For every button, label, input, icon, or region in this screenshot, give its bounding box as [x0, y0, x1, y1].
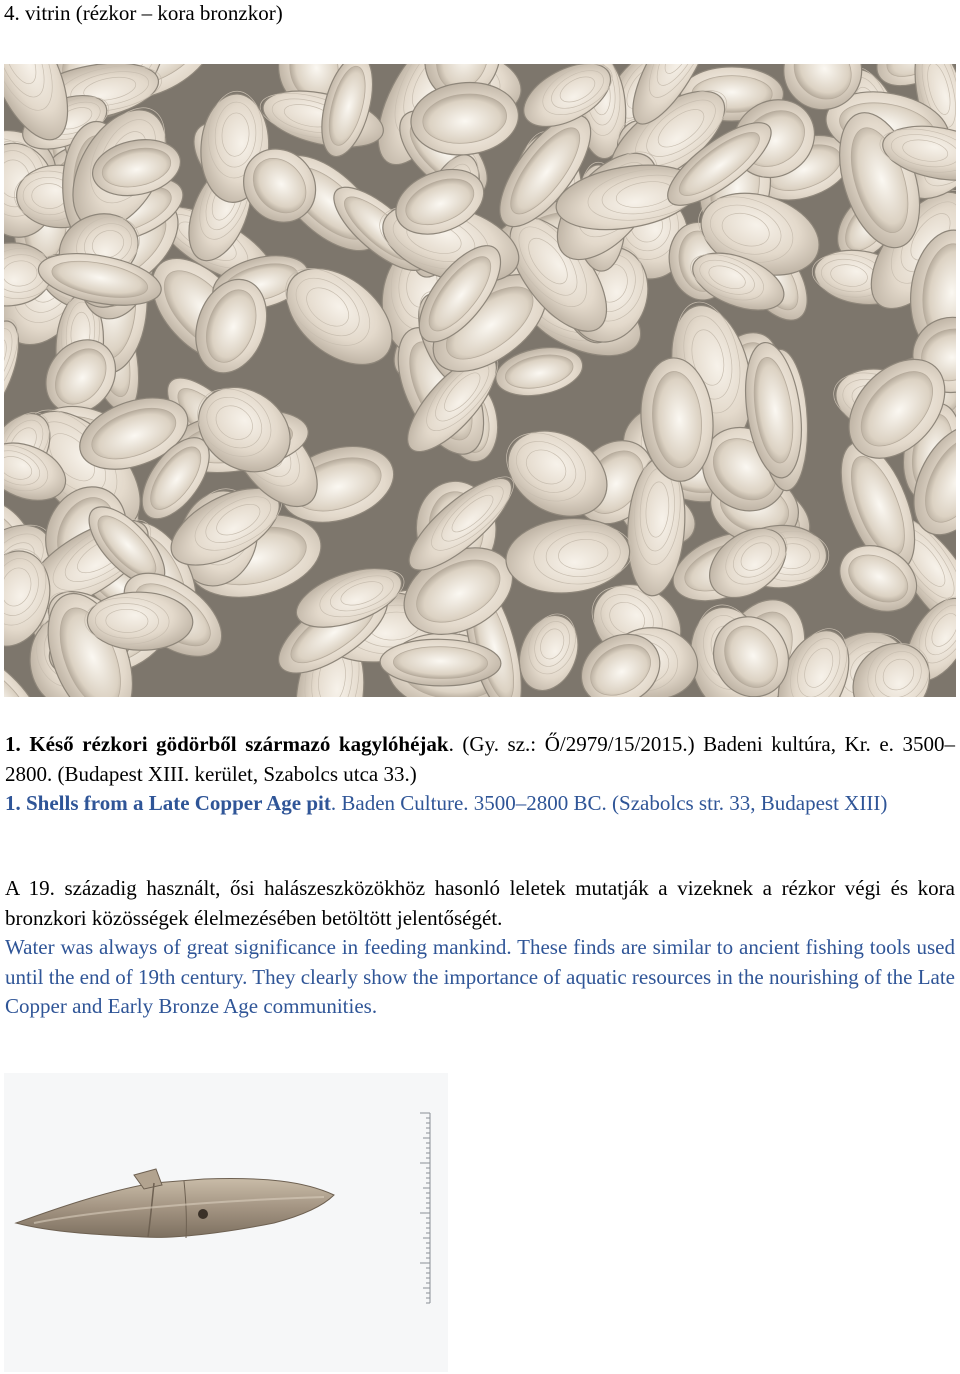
- caption-context: [5, 874, 955, 1022]
- bone-tool-photo: [4, 1073, 448, 1372]
- page-heading: 4. vitrin (rézkor – kora bronzkor): [4, 1, 283, 25]
- caption-hu: 1. Késő rézkori gödörből származó kagylóhéjak. (Gy. sz.: Ő/2979/15/2015.) Badeni kultúra, Kr. e. 3500–2800. (Budapest XIII. kerület, Szabolcs utca 33.): [5, 732, 956, 786]
- shells-photo: [4, 64, 956, 697]
- context-en: Water was always of great significance in feeding mankind. These finds are similar to ancient fishing tools used until the end of 19th century. They clearly show the importance of aquatic resources in the nourishing of the Late Copper and Early Bronze Age communities.: [5, 935, 955, 1018]
- caption-en: 1. Shells from a Late Copper Age pit. Baden Culture. 3500–2800 BC. (Szabolcs str. 33, Budapest XIII): [5, 791, 888, 815]
- context-hu: A 19. századig használt, ősi halászeszközökhöz hasonló leletek mutatják a vizeknek a rézkor végi és kora bronzkori közösségek élelmezésében betöltött jelentőségét.: [5, 876, 955, 930]
- caption-shells: [5, 730, 955, 819]
